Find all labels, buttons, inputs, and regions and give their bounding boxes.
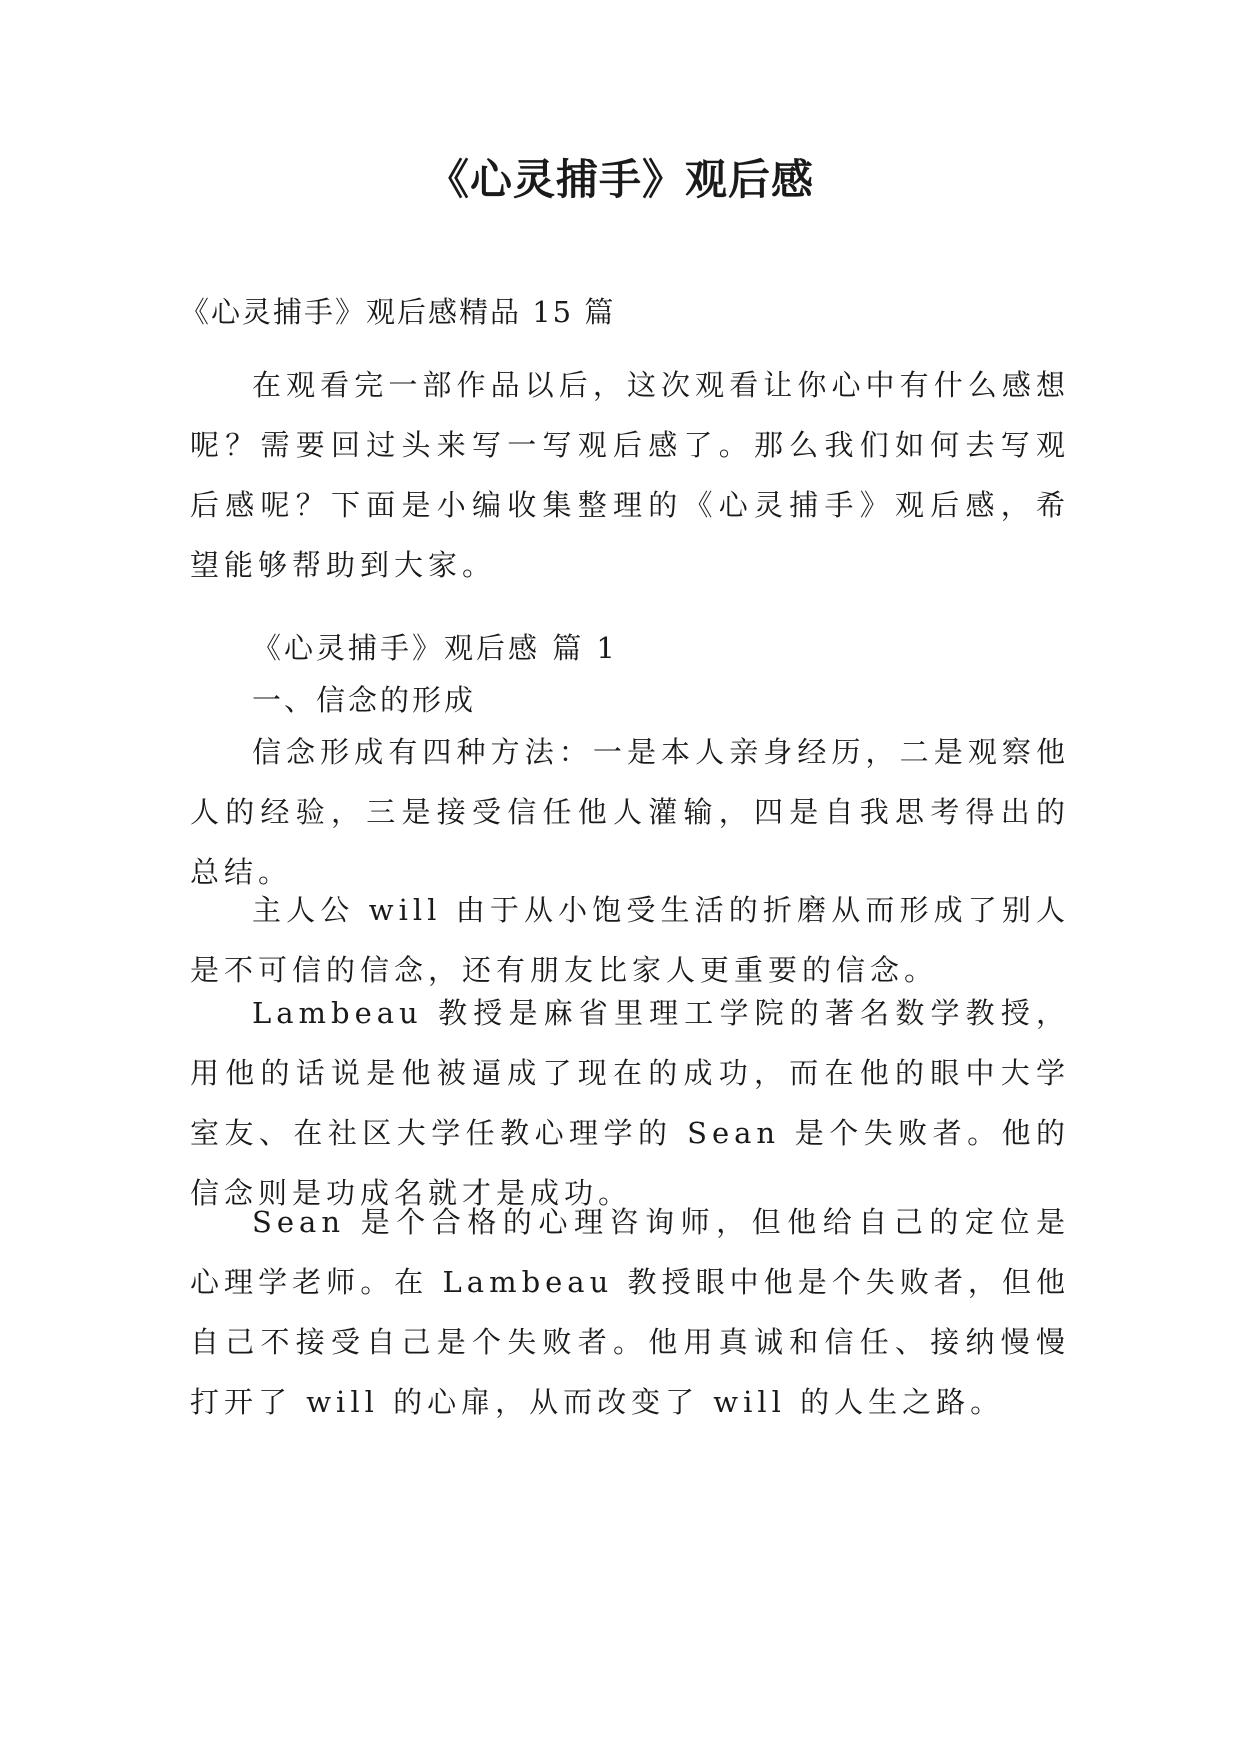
body-paragraph-4: Sean 是个合格的心理咨询师，但他给自己的定位是心理学老师。在 Lambeau 教授眼中他是个失败者，但他自己不接受自己是个失败者。他用真诚和信任、接纳慢慢打开了 will 的心扉，从而改变了 will 的人生之路。 — [190, 1205, 1070, 1419]
body-paragraph-3: Lambeau 教授是麻省里理工学院的著名数学教授，用他的话说是他被逼成了现在的成功，而在他的眼中大学室友、在社区大学任教心理学的 Sean 是个失败者。他的信念则是功成名就才是成功。 — [190, 996, 1070, 1210]
section-title: 《心灵捕手》观后感 篇 1 — [252, 631, 618, 665]
body-paragraph-1: 信念形成有四种方法：一是本人亲身经历，二是观察他人的经验，三是接受信任他人灌输，四是自我思考得出的总结。 — [190, 735, 1070, 889]
document-title: 《心灵捕手》观后感 — [426, 155, 814, 204]
intro-paragraph: 在观看完一部作品以后，这次观看让你心中有什么感想呢？需要回过头来写一写观后感了。那么我们如何去写观后感呢？下面是小编收集整理的《心灵捕手》观后感，希望能够帮助到大家。 — [190, 368, 1070, 582]
document-subtitle: 《心灵捕手》观后感精品 15 篇 — [180, 295, 616, 329]
body-paragraph-2: 主人公 will 由于从小饱受生活的折磨从而形成了别人是不可信的信念，还有朋友比家人更重要的信念。 — [190, 893, 1070, 987]
section-heading: 一、信念的形成 — [252, 683, 477, 717]
